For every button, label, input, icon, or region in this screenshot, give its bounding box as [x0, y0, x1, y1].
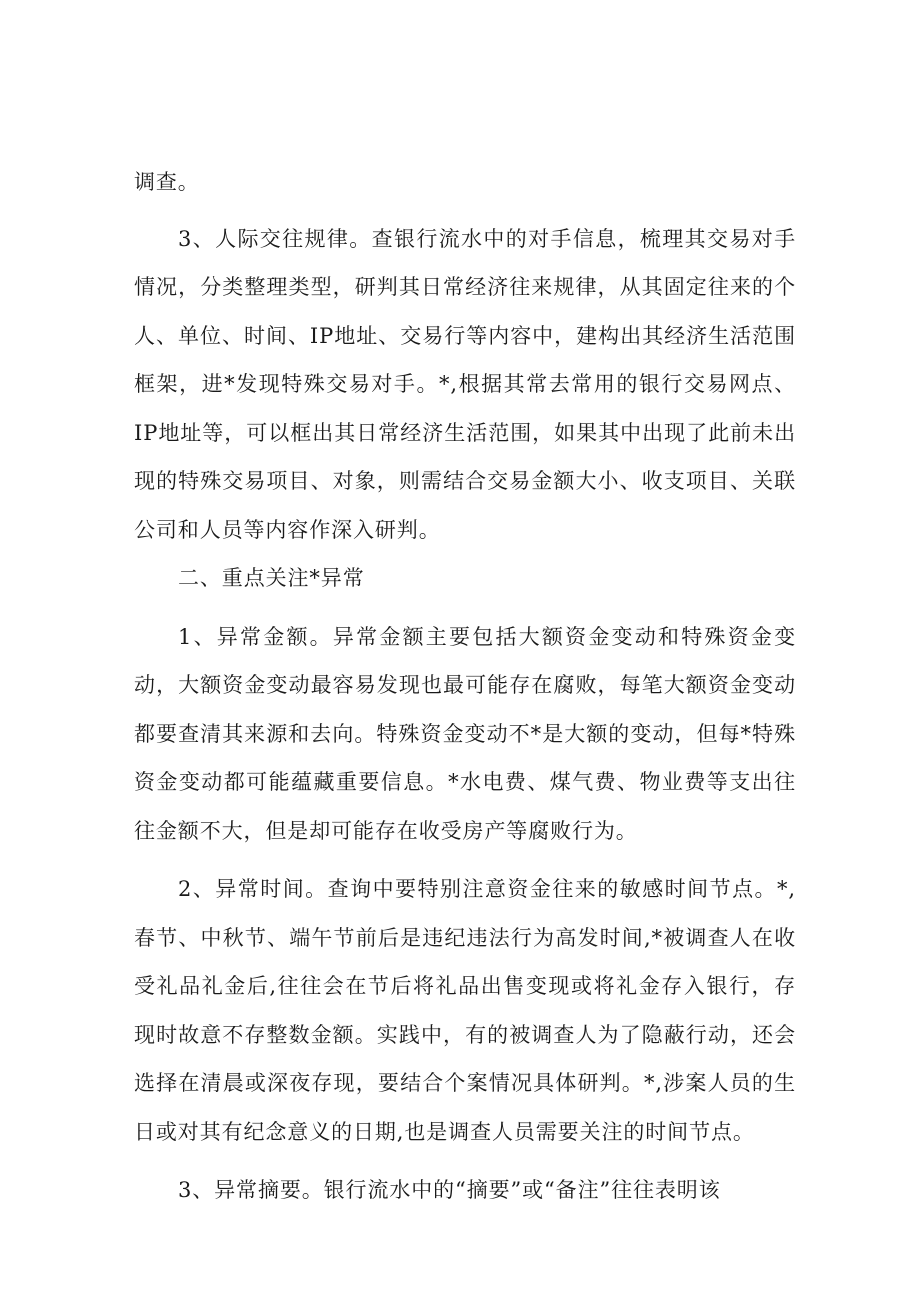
paragraph-abnormal-summary: 3、异常摘要。银行流水中的“摘要”或“备注”往往表明该 — [178, 1178, 721, 1202]
section-heading-anomalies: 二、重点关注*异常 — [178, 566, 365, 590]
paragraph-abnormal-time: 2、异常时间。查询中要特别注意资金往来的敏感时间节点。*,春节、中秋节、端午节前后是违纪违法行为高发时间,*被调查人在收受礼品礼金后,往往会在节后将礼品出售变现或将礼金存入银行，存现时故意不存整数金额。实践中，有的被调查人为了隐蔽行动，还会选择在清晨或深夜存现，要结合个案情况具体研判。*,涉案人员的生日或对其有纪念意义的日期,也是调查人员需要关注的时间节点。 — [134, 877, 796, 1144]
paragraph-continuation: 调查。 — [134, 170, 200, 194]
document-body — [134, 158, 796, 1215]
paragraph-abnormal-amount: 1、异常金额。异常金额主要包括大额资金变动和特殊资金变动，大额资金变动最容易发现也最可能存在腐败，每笔大额资金变动都要查清其来源和去向。特殊资金变动不*是大额的变动，但每*特殊资金变动都可能蕴藏重要信息。*水电费、煤气费、物业费等支出往往金额不大，但是却可能存在收受房产等腐败行为。 — [134, 624, 796, 843]
paragraph-interpersonal-pattern: 3、人际交往规律。查银行流水中的对手信息，梳理其交易对手情况，分类整理类型，研判其日常经济往来规律，从其固定往来的个人、单位、时间、IP地址、交易行等内容中，建构出其经济生活范围框架，进*发现特殊交易对手。*,根据其常去常用的银行交易网点、IP地址等，可以框出其日常经济生活范围，如果其中出现了此前未出现的特殊交易项目、对象，则需结合交易金额大小、收支项目、关联公司和人员等内容作深入研判。 — [134, 226, 796, 542]
